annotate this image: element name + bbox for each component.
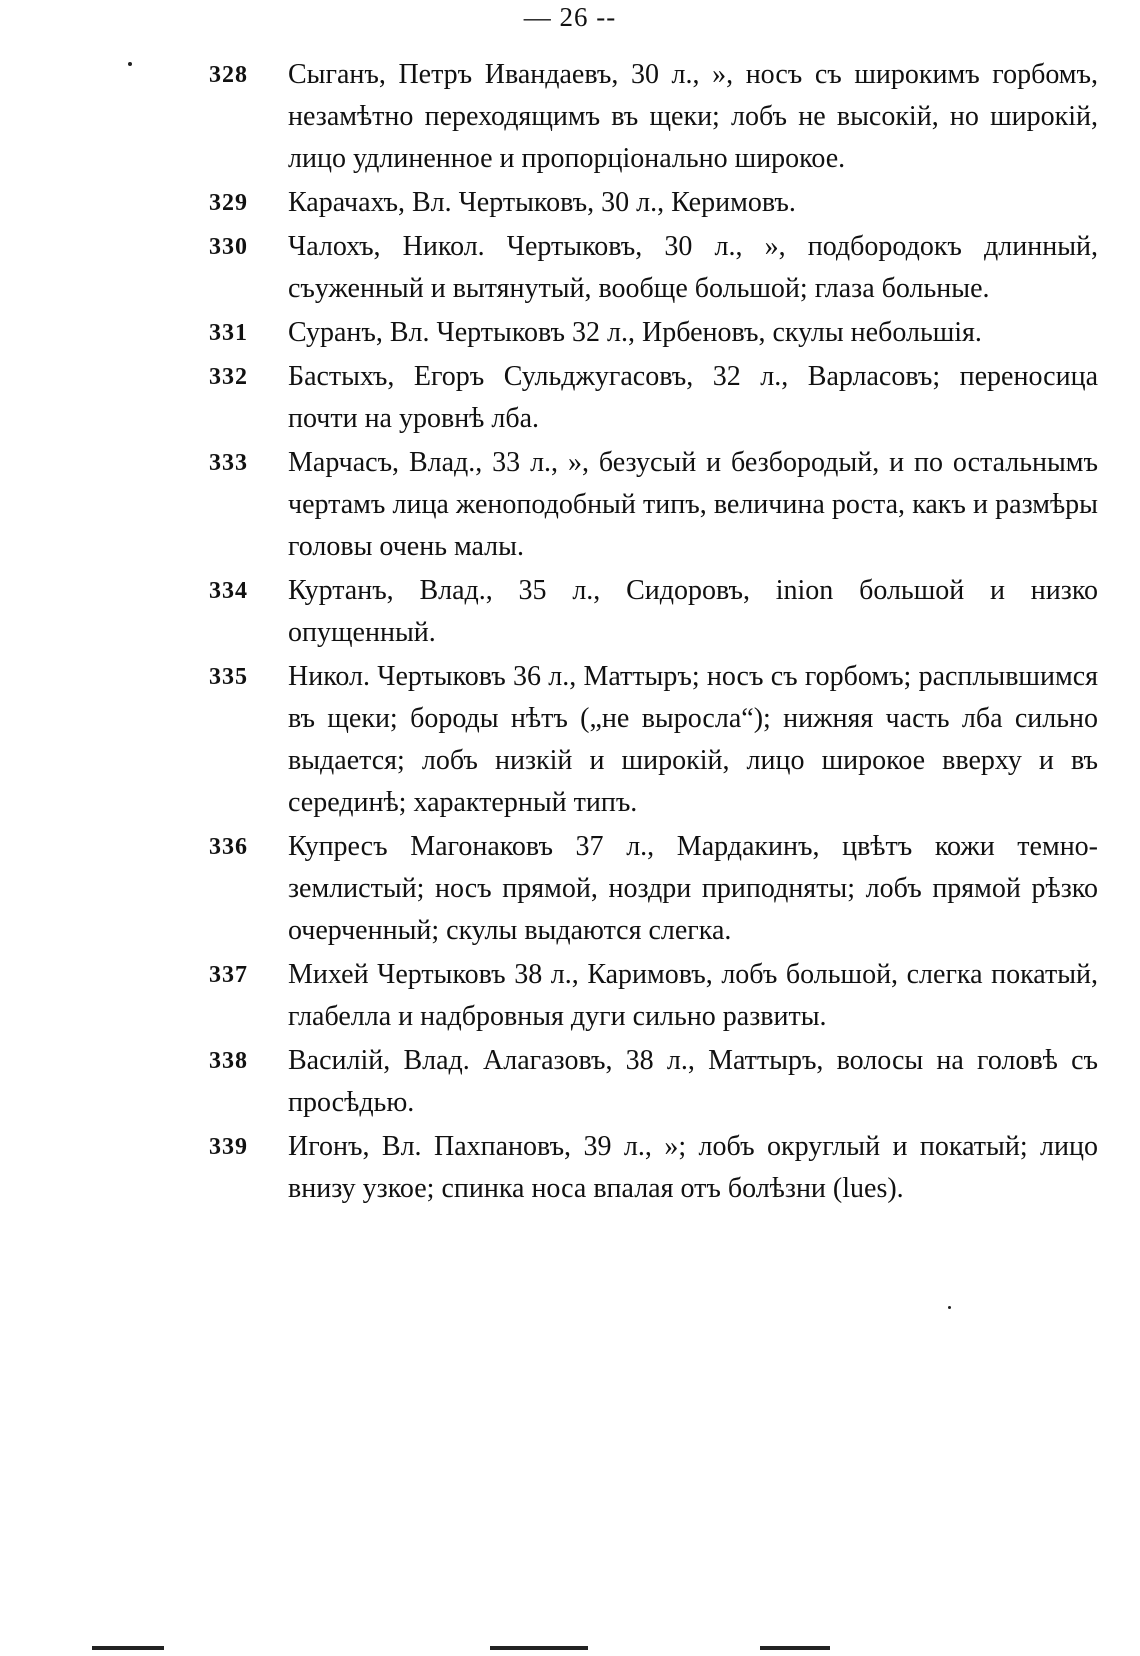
entry-text: Чалохъ, Никол. Чертыковъ, 30 л., », подбородокъ длинный, съуженный и вытянутый, вообще большой; глаза больные. [288,231,1098,304]
entry-number: 329 [209,190,248,216]
entry-number: 339 [209,1134,248,1160]
entry-number: 337 [209,962,248,988]
footer-rule-left [92,1646,164,1650]
entry-329 [0,182,1140,224]
entry-331 [0,312,1140,354]
entry-text: Куртанъ, Влад., 35 л., Сидоровъ, inion большой и низко опущенный. [288,575,1098,648]
entry-text: Игонъ, Вл. Пахпановъ, 39 л., »; лобъ округлый и покатый; лицо внизу узкое; спинка носа впалая отъ болѣзни (lues). [288,1131,1098,1204]
entry-336 [0,826,1140,952]
entry-text: Никол. Чертыковъ 36 л., Маттыръ; носъ съ горбомъ; расплывшимся въ щеки; бороды нѣтъ („не выросла“); нижняя часть лба сильно выдается; лобъ низкій и широкій, лицо широкое вверху и въ серединѣ; характерный типъ. [288,661,1098,818]
entry-number: 334 [209,578,248,604]
entry-text: Михей Чертыковъ 38 л., Каримовъ, лобъ большой, слегка покатый, глабелла и надбровныя дуги сильно развиты. [288,959,1098,1032]
entry-338 [0,1040,1140,1124]
page-number-header: — 26 -- [523,2,617,32]
entry-text: Купресъ Магонаковъ 37 л., Мардакинъ, цвѣтъ кожи темно-землистый; носъ прямой, ноздри приподняты; лобъ прямой рѣзко очерченный; скулы выдаются слегка. [288,831,1098,946]
entry-number: 338 [209,1048,248,1074]
footer-rule-right [760,1646,830,1650]
entry-text: Суранъ, Вл. Чертыковъ 32 л., Ирбеновъ, скулы небольшія. [288,317,982,348]
entry-number: 335 [209,664,248,690]
entry-334 [0,570,1140,654]
entry-328 [0,54,1140,180]
entry-337 [0,954,1140,1038]
entry-text: Василій, Влад. Алагазовъ, 38 л., Маттыръ, волосы на головѣ съ просѣдью. [288,1045,1098,1118]
entry-number: 330 [209,234,248,260]
entry-number: 336 [209,834,248,860]
entry-text: Марчасъ, Влад., 33 л., », безусый и безбородый, и по остальнымъ чертамъ лица женоподобный типъ, величина роста, какъ и размѣры головы очень малы. [288,447,1098,562]
entry-text: Карачахъ, Вл. Чертыковъ, 30 л., Керимовъ. [288,187,796,218]
entry-332 [0,356,1140,440]
entry-number: 331 [209,320,248,346]
entry-335 [0,656,1140,824]
entry-number: 328 [209,62,248,88]
entry-330 [0,226,1140,310]
entry-number: 333 [209,450,248,476]
entry-333 [0,442,1140,568]
entries-list [0,54,1140,1212]
entry-number: 332 [209,364,248,390]
margin-speck [948,1306,951,1309]
entry-text: Сыганъ, Петръ Ивандаевъ, 30 л., », носъ съ широкимъ горбомъ, незамѣтно переходящимъ въ щеки; лобъ не высокій, но широкій, лицо удлиненное и пропорціонально широкое. [288,59,1098,174]
footer-rule-center [490,1646,588,1650]
entry-text: Бастыхъ, Егоръ Сульджугасовъ, 32 л., Варласовъ; переносица почти на уровнѣ лба. [288,361,1098,434]
entry-339 [0,1126,1140,1210]
